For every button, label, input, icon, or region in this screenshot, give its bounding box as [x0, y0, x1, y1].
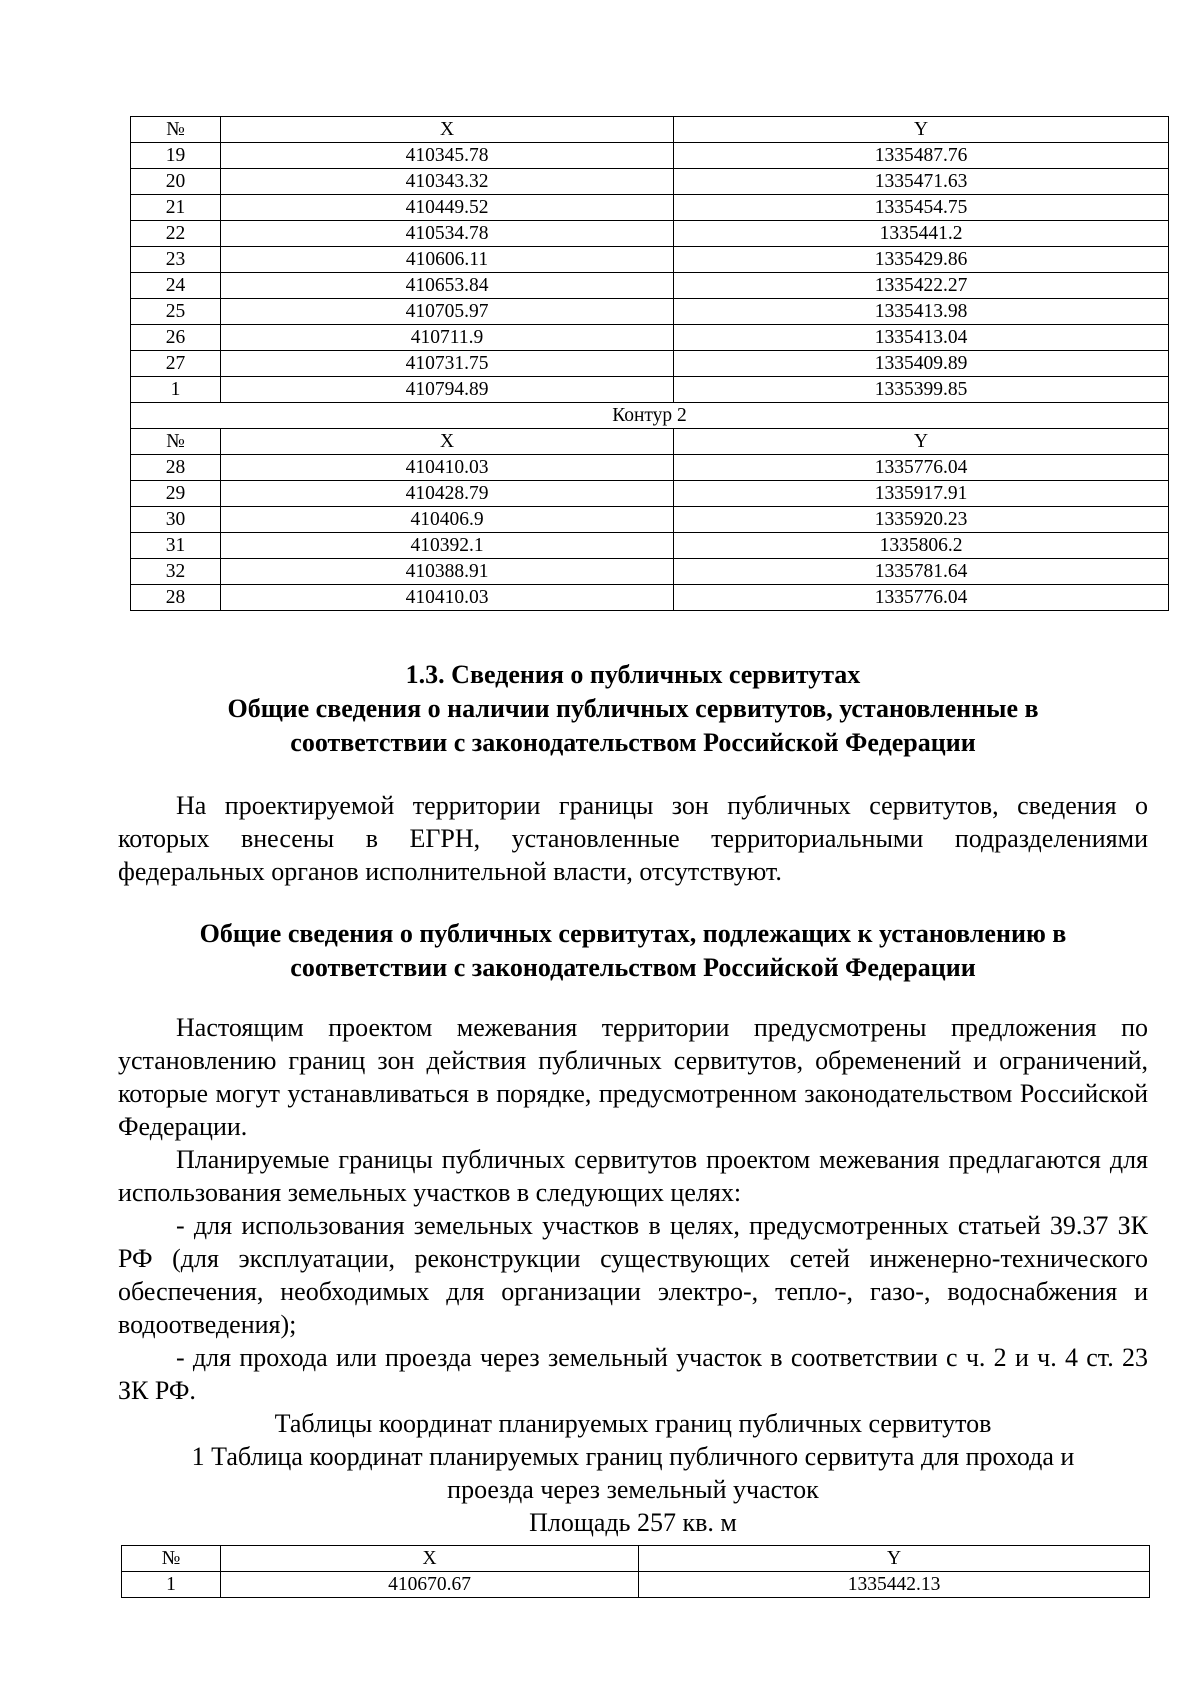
paragraph-no-servitudes: На проектируемой территории границы зон публичных сервитутов, сведения о которых внесены в ЕГРН, установленные территориальными подразделениями федеральных органов исполнительной власти, отсутствуют.	[118, 791, 1148, 886]
x-coordinate: 410711.9	[221, 325, 674, 351]
point-number: 30	[131, 507, 221, 533]
header-x: X	[221, 117, 674, 143]
header-y: Y	[674, 117, 1169, 143]
point-number: 32	[131, 559, 221, 585]
y-coordinate: 1335399.85	[674, 377, 1169, 403]
section-title: 1.3. Сведения о публичных сервитутах	[405, 660, 861, 689]
point-number: 27	[131, 351, 221, 377]
y-coordinate: 1335917.91	[674, 481, 1169, 507]
table-header-row	[131, 117, 1169, 143]
section-subtitle-line-2: соответствии с законодательством Российской Федерации	[290, 728, 976, 757]
x-coordinate: 410794.89	[221, 377, 674, 403]
x-coordinate: 410449.52	[221, 195, 674, 221]
table-row	[131, 351, 1169, 377]
paragraph-block-2	[118, 1011, 1148, 1539]
table-caption-line-1: 1 Таблица координат планируемых границ публичного сервитута для прохода и	[191, 1442, 1075, 1471]
x-coordinate: 410653.84	[221, 273, 674, 299]
point-number: 21	[131, 195, 221, 221]
x-coordinate: 410705.97	[221, 299, 674, 325]
point-number: 22	[131, 221, 221, 247]
subsection-title-line-1: Общие сведения о публичных сервитутах, подлежащих к установлению в	[199, 919, 1067, 948]
y-coordinate: 1335471.63	[674, 169, 1169, 195]
x-coordinate: 410731.75	[221, 351, 674, 377]
table-header-row	[122, 1546, 1150, 1572]
table-row	[131, 481, 1169, 507]
point-number: 1	[122, 1572, 221, 1598]
x-coordinate: 410343.32	[221, 169, 674, 195]
point-number: 23	[131, 247, 221, 273]
x-coordinate: 410670.67	[221, 1572, 639, 1598]
header-number: №	[131, 117, 221, 143]
table-row	[131, 559, 1169, 585]
table-row	[131, 507, 1169, 533]
table-row	[122, 1572, 1150, 1598]
table-row	[131, 195, 1169, 221]
y-coordinate: 1335442.13	[639, 1572, 1150, 1598]
y-coordinate: 1335776.04	[674, 455, 1169, 481]
point-number: 1	[131, 377, 221, 403]
point-number: 31	[131, 533, 221, 559]
paragraph-block-1	[118, 789, 1148, 888]
table-row	[131, 377, 1169, 403]
contour-label: Контур 2	[131, 403, 1169, 429]
point-number: 19	[131, 143, 221, 169]
x-coordinate: 410410.03	[221, 585, 674, 611]
x-coordinate: 410388.91	[221, 559, 674, 585]
table-row	[131, 585, 1169, 611]
table-row	[131, 169, 1169, 195]
x-coordinate: 410410.03	[221, 455, 674, 481]
area-label: Площадь 257 кв. м	[529, 1508, 737, 1537]
table-caption-line-2: проезда через земельный участок	[447, 1475, 819, 1504]
header-number: №	[122, 1546, 221, 1572]
point-number: 20	[131, 169, 221, 195]
section-heading	[118, 658, 1148, 760]
header-x: X	[221, 1546, 639, 1572]
point-number: 29	[131, 481, 221, 507]
contour-label-row	[131, 403, 1169, 429]
coordinates-table-servitude-1	[121, 1545, 1150, 1598]
paragraph-planned-boundaries: Планируемые границы публичных сервитутов проектом межевания предлагаются для использования земельных участков в следующих целях:	[118, 1145, 1148, 1207]
header-y: Y	[639, 1546, 1150, 1572]
y-coordinate: 1335441.2	[674, 221, 1169, 247]
x-coordinate: 410428.79	[221, 481, 674, 507]
y-coordinate: 1335429.86	[674, 247, 1169, 273]
paragraph-project-proposals: Настоящим проектом межевания территории предусмотрены предложения по установлению границ зон действия публичных сервитутов, обременений и ограничений, которые могут устанавливаться в порядке, предусмотренном законодательством Российской Федерации.	[118, 1013, 1148, 1141]
x-coordinate: 410345.78	[221, 143, 674, 169]
point-number: 25	[131, 299, 221, 325]
point-number: 26	[131, 325, 221, 351]
y-coordinate: 1335920.23	[674, 507, 1169, 533]
y-coordinate: 1335487.76	[674, 143, 1169, 169]
table-row	[131, 247, 1169, 273]
y-coordinate: 1335413.04	[674, 325, 1169, 351]
y-coordinate: 1335781.64	[674, 559, 1169, 585]
table-row	[131, 455, 1169, 481]
point-number: 28	[131, 585, 221, 611]
coordinates-table-contour-1-2	[130, 116, 1169, 611]
subsection-heading	[118, 917, 1148, 985]
table-header-row	[131, 429, 1169, 455]
y-coordinate: 1335409.89	[674, 351, 1169, 377]
header-number: №	[131, 429, 221, 455]
table-row	[131, 325, 1169, 351]
table-row	[131, 143, 1169, 169]
x-coordinate: 410534.78	[221, 221, 674, 247]
header-x: X	[221, 429, 674, 455]
y-coordinate: 1335422.27	[674, 273, 1169, 299]
tables-title: Таблицы координат планируемых границ публичных сервитутов	[274, 1409, 992, 1438]
subsection-title-line-2: соответствии с законодательством Российской Федерации	[290, 953, 976, 982]
y-coordinate: 1335776.04	[674, 585, 1169, 611]
x-coordinate: 410392.1	[221, 533, 674, 559]
table-row	[131, 221, 1169, 247]
table-row	[131, 273, 1169, 299]
table-row	[131, 533, 1169, 559]
point-number: 24	[131, 273, 221, 299]
header-y: Y	[674, 429, 1169, 455]
table-row	[131, 299, 1169, 325]
point-number: 28	[131, 455, 221, 481]
y-coordinate: 1335454.75	[674, 195, 1169, 221]
x-coordinate: 410406.9	[221, 507, 674, 533]
x-coordinate: 410606.11	[221, 247, 674, 273]
y-coordinate: 1335806.2	[674, 533, 1169, 559]
paragraph-purpose-article-39-37: - для использования земельных участков в целях, предусмотренных статьей 39.37 ЗК РФ (для эксплуатации, реконструкции существующих сетей инженерно-технического обеспечения, необходимых для организации электро-, тепло-, газо-, водоснабжения и водоотведения);	[118, 1211, 1148, 1339]
section-subtitle-line-1: Общие сведения о наличии публичных сервитутов, установленные в	[227, 694, 1039, 723]
paragraph-purpose-passage: - для прохода или проезда через земельный участок в соответствии с ч. 2 и ч. 4 ст. 23 ЗК РФ.	[118, 1343, 1148, 1405]
y-coordinate: 1335413.98	[674, 299, 1169, 325]
